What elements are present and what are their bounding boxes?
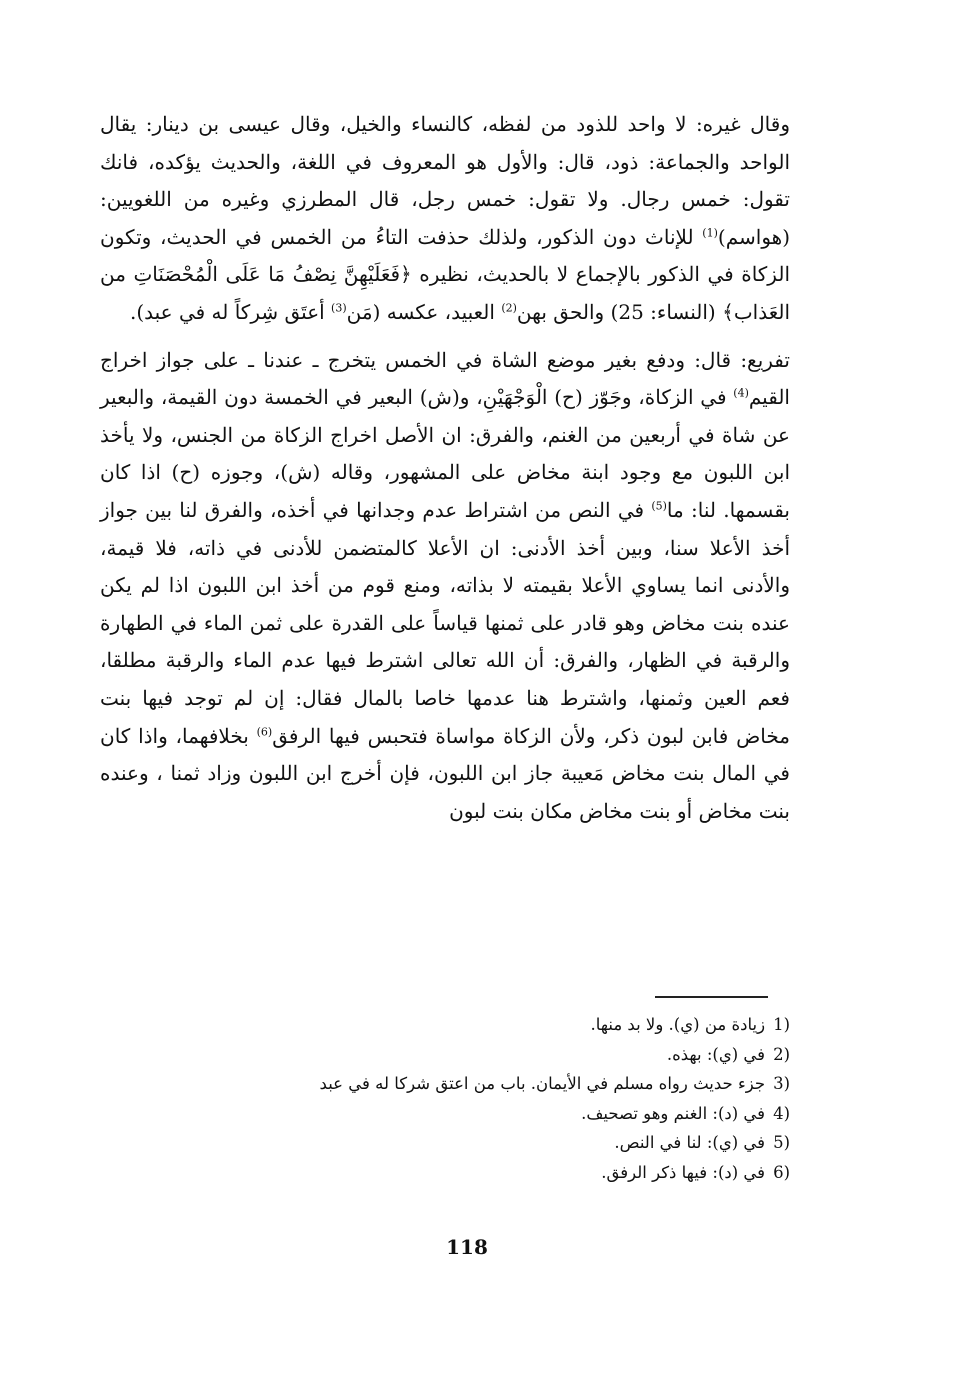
footnote-text: جزء حديث رواه مسلم في الأيمان. باب من اعتق شركا له في عبد bbox=[319, 1074, 766, 1093]
footnote-6 bbox=[250, 1158, 790, 1188]
paragraph-1-text: أعتَق شِركاً له في عبد). bbox=[129, 299, 332, 324]
main-text bbox=[100, 106, 790, 830]
footnote-number: (3 bbox=[773, 1074, 790, 1093]
footnote-ref-6: (6) bbox=[256, 724, 273, 738]
paragraph-1-text: وقال غيره: لا واحد للذود من لفظه، كالنساء والخيل، وقال عيسى بن دينار: يقال الواحد والجماعة: ذود، قال: والأول هو المعروف في اللغة، والحديث يؤكده، فانك تقول: خمس رجال. ولا تقول: خمس رجل، قال المطرزي وغيره من اللغويين: (هواسم) bbox=[100, 112, 790, 249]
page-number: 118 bbox=[446, 1235, 488, 1259]
footnote-text: في (ي): لنا في النص. bbox=[614, 1133, 766, 1152]
footnote-1 bbox=[250, 1010, 790, 1040]
footnote-ref-3: (3) bbox=[331, 301, 347, 315]
footnote-number: (4 bbox=[773, 1103, 790, 1123]
footnote-text: في (د): الغنم وهو تصحيف. bbox=[581, 1103, 766, 1123]
paragraph-2-text: في الزكاة، وجَوّز (ح) الْوَجْهَيْنِ، و(ش) البعير في الخمسة دون القيمة، والبعير عن شاة في أربعين من الغنم، والفرق: ان الأصل اخراج الزكاة من الجنس، ولا يأخذ ابن اللبون مع وجود ابنة مخاض على المشهور، وقاله (ش)، وجوزه (ح) اذا كان بقسمها. لنا: ما bbox=[100, 385, 790, 522]
footnotes-list bbox=[250, 1010, 790, 1187]
paragraph-2-text: تفريع: قال: ودفع بغير موضع الشاة في الخمس يتخرج ـ عندنا ـ على جواز اخراج القيم bbox=[100, 347, 790, 410]
paragraph-2-text: بخلافهما، واذا كان في المال بنت مخاض مَعيبة جاز ابن اللبون، فإن أخرج ابن اللبون وزاد ثمنا ، وعنده بنت مخاض أو بنت مخاض مكان بنت لبون bbox=[100, 723, 790, 823]
paragraph-1-text: للإناث دون الذكور، ولذلك حذفت التاءُ من الخمس في الحديث، وتكون الزكاة في الذكور بالإجماع لا بالحديث، نظيره ﴿فَعَلَيْهِنَّ نِصْفُ مَا عَلَى الْمُحْصَنَاتِ من العَذاب﴾ (النساء: 25) والحق بهن bbox=[100, 224, 790, 324]
paragraph-1-text: العبيد، عكسه (مَن bbox=[346, 299, 502, 324]
footnote-text: في (د): فيها ذكر الرفق. bbox=[601, 1162, 766, 1182]
footnote-number: (1 bbox=[773, 1015, 790, 1034]
footnote-3 bbox=[250, 1069, 790, 1099]
footnote-number: (2 bbox=[773, 1044, 790, 1064]
footnote-ref-2: (2) bbox=[501, 301, 517, 315]
footnote-2 bbox=[250, 1040, 790, 1070]
paragraph-2 bbox=[100, 342, 790, 831]
footnote-4 bbox=[250, 1099, 790, 1129]
footnote-5 bbox=[250, 1128, 790, 1158]
footnote-number: (6 bbox=[773, 1162, 790, 1182]
footnote-text: زيادة من (ي). ولا بد منها. bbox=[590, 1015, 766, 1034]
paragraph-1 bbox=[100, 106, 790, 332]
paragraph-2-text: في النص من اشتراط عدم وجدانها في أخذه، والفرق لنا بين جواز أخذ الأعلا سنا، وبين أخذ الأدنى: ان الأعلا كالمتضمن للأدنى في ذاته، فلا قيمة، والأدنى انما يساوي الأعلا بقيمته لا بذاته، ومنع قوم من أخذ ابن اللبون اذا لم يكن عنده بنت مخاض وهو قادر على ثمنها قياساً على القدرة على ثمن الماء في الطهارة والرقبة في الظهار، والفرق: أن الله تعالى اشترط فيها عدم الماء والرقبة مطلقا، فعم العين وثمنها، واشترط هنا عدمها خاصا بالمال فقال: إن لم توجد فيها بنت مخاض فابن لبون ذكر، ولأن الزكاة مواساة فتحبس فيها الرفق bbox=[100, 497, 790, 748]
footnote-ref-1: (1) bbox=[702, 226, 718, 240]
footnote-ref-5: (5) bbox=[651, 499, 667, 513]
footnote-ref-4: (4) bbox=[733, 386, 749, 400]
footnote-number: (5 bbox=[773, 1133, 790, 1152]
footnote-text: في (ي): بهذه. bbox=[666, 1044, 766, 1064]
footnote-divider bbox=[655, 996, 768, 998]
